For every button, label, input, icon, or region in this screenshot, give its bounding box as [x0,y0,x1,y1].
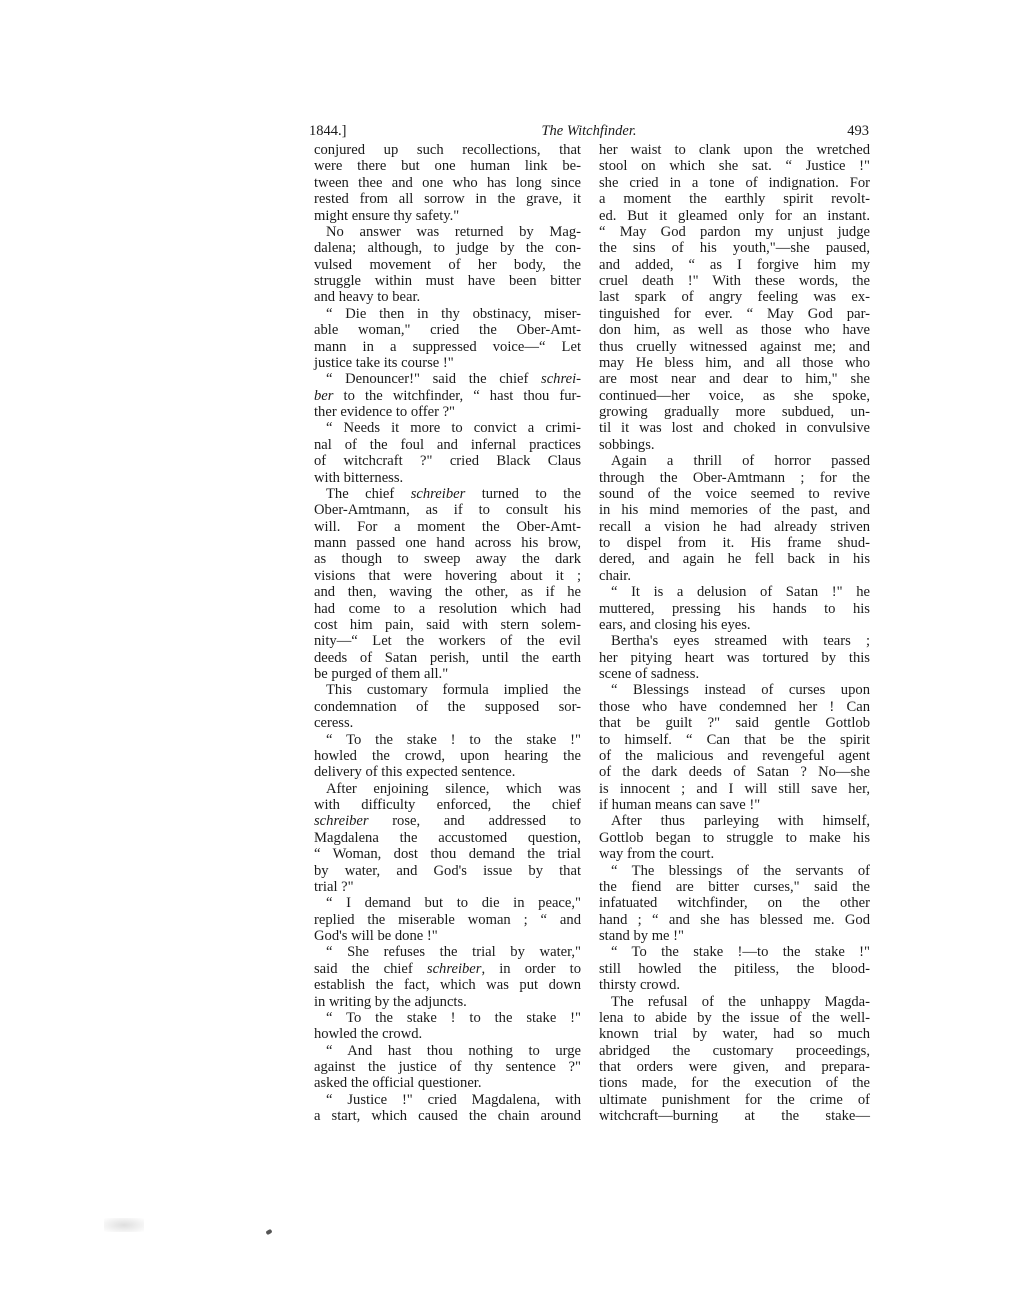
text-line: Again a thrill of horror passed [611,453,870,470]
text-line: “ The blessings of the servants of [611,862,870,879]
text-line: No answer was returned by Mag- [326,223,581,240]
text-line: asked the official questioner. [314,1075,482,1092]
text-line: “ Needs it more to convict a crimi- [326,420,581,437]
text-line: “ Blessings instead of curses upon [611,682,870,699]
text-line: said the chief schreiber, in order to [314,960,581,977]
text-line: lena to abide by the issue of the well- [599,1009,870,1026]
text-line: cruel death !" With these words, the [599,273,870,289]
text-line: and added, “ as I forgive him my [599,256,870,273]
text-line: will. For a moment the Ober-Amt- [314,518,581,535]
scan-speck [265,1229,272,1235]
text-line: had come to a resolution which had [314,600,581,617]
text-line: condemnation of the supposed sor- [314,698,581,715]
text-line: in his mind memories of the past, and [599,502,870,519]
text-line: ed. But it gleamed only for an instant. [599,207,870,224]
text-line: “ To the stake !—to the stake !" [611,944,870,961]
text-line: nity—“ Let the workers of the evil [314,633,581,650]
text-line: by water, and God's issue by that [314,862,581,879]
text-line: those who have condemned her ! Can [599,698,870,715]
text-line: ther evidence to offer ?" [314,404,456,420]
running-header [309,120,869,142]
text-line: able woman," cried the Ober-Amt- [314,322,581,339]
text-line: “ To the stake ! to the stake !" [326,731,581,748]
page-number: 493 [847,123,869,139]
text-line: in writing by the adjuncts. [314,993,467,1010]
text-line: that be guilt ?" said gentle Gottlob [599,715,870,732]
text-line: scene of sadness. [599,666,700,682]
text-line: and heavy to bear. [314,289,421,306]
text-line: her waist to clank upon the wretched [599,142,870,158]
text-line: justice take its course !" [314,354,454,371]
text-line: of witchcraft ?" cried Black Claus [314,453,581,470]
text-line: growing gradually more subdued, un- [599,404,870,420]
text-line: don him, as well as those who have [599,322,870,339]
text-line: “ To the stake ! to the stake !" [326,1009,581,1026]
text-line: of the dark deeds of Satan ? No—she [599,764,870,781]
text-line: that orders were given, and prepara- [599,1059,870,1075]
header-title: The Witchfinder. [541,123,637,139]
text-line: known trial by water, had so much [599,1026,870,1043]
text-line: were there but one human link be- [314,158,581,175]
text-line: struggle within must have been bitter [314,273,581,289]
text-line: to dispel from it. His frame shud- [599,535,870,551]
text-line: vulsed movement of her body, the [314,256,581,273]
text-line: ears, and closing his eyes. [599,616,751,633]
text-line: might ensure thy safety." [314,207,460,224]
text-line: Ober-Amtmann, as if to consult his [314,502,581,519]
text-line: tinguished for ever. “ May God par- [599,305,870,322]
text-line: recall a vision he had already striven [599,518,870,535]
text-line: with bitterness. [314,469,404,486]
text-line: stool on which she sat. “ Justice !" [599,158,870,175]
text-line: nal of the foul and infernal practices [314,436,581,453]
text-line: as though to sweep away the dark [314,551,581,568]
text-line: dered, and again he fell back in his [599,551,870,568]
text-line: the fiend are bitter curses," said the [599,878,870,895]
text-line: visions that were hovering about it ; [314,567,581,584]
text-line: if human means can save !" [599,797,761,813]
text-line: infatuated witchfinder, on the other [599,895,870,912]
text-line: is innocent ; and I will still save her, [599,780,870,797]
text-line: replied the miserable woman ; “ and [314,911,581,928]
text-line: After thus parleying with himself, [611,813,870,830]
text-line: schreiber rose, and addressed to [314,813,581,830]
text-line: deeds of Satan perish, until the earth [314,649,581,666]
text-line: against the justice of thy sentence ?" [314,1059,581,1075]
text-line: ultimate punishment for the crime of [599,1091,870,1108]
text-line: she cried in a tone of indignation. For [599,174,870,191]
right-column [599,142,870,1125]
text-line: still howled the pitiless, the blood- [599,960,870,977]
text-line: to himself. “ Can that be the spirit [599,731,870,748]
text-line: Gottlob began to struggle to make his [599,829,870,846]
text-line: continued—her voice, as she spoke, [599,387,870,404]
text-line: be purged of them all." [314,666,449,682]
text-line: After enjoining silence, which was [326,780,581,797]
text-line: The refusal of the unhappy Magda- [611,993,870,1010]
text-line: muttered, pressing his hands to his [599,600,870,617]
text-line: are most near and dear to him," she [599,371,870,388]
text-line: mann passed one hand across his brow, [314,535,581,551]
text-line: “ It is a delusion of Satan !" he [611,584,870,601]
text-line: rested from all sorrow in the grave, it [314,191,581,208]
text-line: “ She refuses the trial by water," [326,944,581,961]
text-line: hand ; “ and she has blessed me. God [599,911,870,928]
text-line: chair. [599,567,632,584]
text-line: thus cruelly witnessed against me; and [599,338,870,355]
text-line: Bertha's eyes streamed with tears ; [611,633,870,650]
text-line: stand by me !" [599,928,684,944]
text-line: Magdalena the accustomed question, [314,829,581,846]
text-line: delivery of this expected sentence. [314,764,516,781]
text-line: dalena; although, to judge by the con- [314,240,581,257]
text-line: way from the court. [599,846,715,863]
text-line: with difficulty enforced, the chief [314,797,581,813]
text-line: “ Denouncer!" said the chief schrei- [326,371,581,388]
scan-smudge [104,1218,144,1232]
text-line: conjured up such recollections, that [314,142,581,158]
text-line: and then, waving the other, as if he [314,584,581,601]
text-line: “ May God pardon my unjust judge [599,223,870,240]
text-line: cost him pain, said with stern solem- [314,616,581,633]
text-line: ber to the witchfinder, “ hast thou fur- [314,387,581,404]
text-line: last spark of angry feeling was ex- [599,289,870,306]
text-line: a moment the earthly spirit revolt- [599,191,870,208]
text-line: God's will be done !" [314,928,438,944]
header-year: 1844.] [309,123,347,139]
text-line: “ I demand but to die in peace," [326,895,581,912]
text-line: tween thee and one who has long since [314,174,581,191]
text-line: through the Ober-Amtmann ; for the [599,469,870,486]
text-line: trial ?" [314,878,354,895]
text-line: This customary formula implied the [326,682,581,699]
text-line: witchcraft—burning at the stake— [599,1108,870,1125]
text-line: tions made, for the execution of the [599,1075,870,1092]
text-line: “ Woman, dost thou demand the trial [314,846,581,863]
text-line: mann in a suppressed voice—“ Let [314,338,581,355]
text-line: a start, which caused the chain around [314,1108,581,1125]
text-line: “ Justice !" cried Magdalena, with [326,1091,581,1108]
text-line: ceress. [314,715,354,732]
text-line: sobbings. [599,436,655,453]
text-line: howled the crowd, upon hearing the [314,747,581,764]
text-line: “ Die then in thy obstinacy, miser- [326,305,581,322]
text-line: sound of the voice seemed to revive [599,485,870,502]
left-column [314,142,581,1125]
text-line: may He bless him, and all those who [599,354,870,371]
text-line: “ And hast thou nothing to urge [326,1042,581,1059]
text-line: establish the fact, which was put down [314,977,581,994]
text-line: til it was lost and choked in convulsive [599,420,870,437]
text-line: her pitying heart was tortured by this [599,649,870,666]
text-line: howled the crowd. [314,1026,423,1043]
text-line: the sins of his youth,"—she paused, [599,240,870,257]
text-line: abridged the customary proceedings, [599,1042,870,1059]
text-line: thirsty crowd. [599,977,681,994]
text-line: The chief schreiber turned to the [326,485,581,502]
text-line: of the malicious and revengeful agent [599,747,870,764]
